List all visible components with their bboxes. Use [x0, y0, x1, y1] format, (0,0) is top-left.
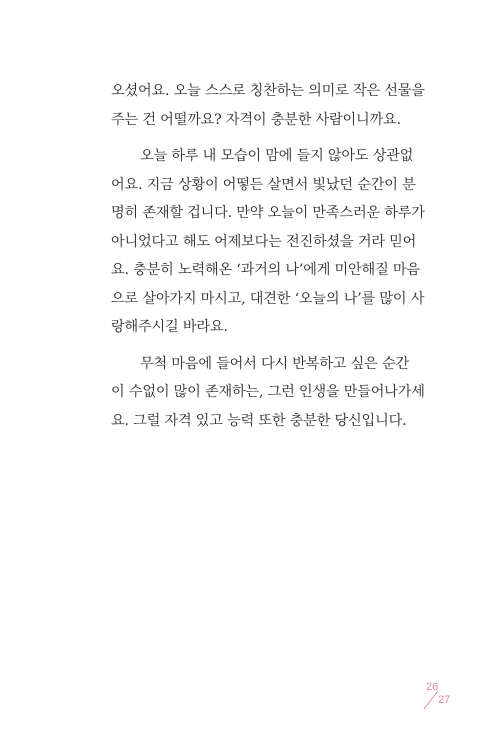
text-line: 오셨어요. 오늘 스스로 칭찬하는 의미로 작은 선물을 [111, 83, 425, 99]
text-line: 어요. 지금 상황이 어떻든 살면서 빛났던 순간이 분 [111, 176, 416, 193]
text-line: 주는 건 어떨까요? 자격이 충분한 사람이니까요. [111, 111, 401, 128]
text-line: 아니었다고 해도 어제보다는 전진하셨을 거라 믿어 [111, 233, 417, 250]
current-page-number: 26 [426, 681, 439, 693]
total-page-number: 27 [438, 694, 451, 706]
paragraph-1 [111, 77, 425, 134]
text-line: 요. 충분히 노력해온 ‘과거의 나’에게 미안해질 마음 [111, 262, 420, 278]
text-line: 무척 마음에 들어서 다시 반복하고 싶은 순간 [140, 355, 409, 372]
paragraph-2 [111, 142, 425, 342]
text-line: 이 수없이 많이 존재하는, 그런 인생을 만들어나가세 [111, 384, 425, 400]
text-line: 명히 존재할 겁니다. 만약 오늘이 만족스러운 하루가 [111, 205, 425, 221]
text-line: 랑해주시길 바라요. [111, 319, 228, 335]
page-number [409, 681, 459, 717]
paragraph-3 [111, 350, 425, 436]
text-line: 요. 그럴 자격 있고 능력 또한 충분한 당신입니다. [111, 412, 407, 429]
text-line: 으로 살아가지 마시고, 대견한 ‘오늘의 나’를 많이 사 [111, 290, 425, 307]
text-line: 오늘 하루 내 모습이 맘에 들지 않아도 상관없 [140, 148, 414, 164]
body-text [111, 77, 425, 435]
